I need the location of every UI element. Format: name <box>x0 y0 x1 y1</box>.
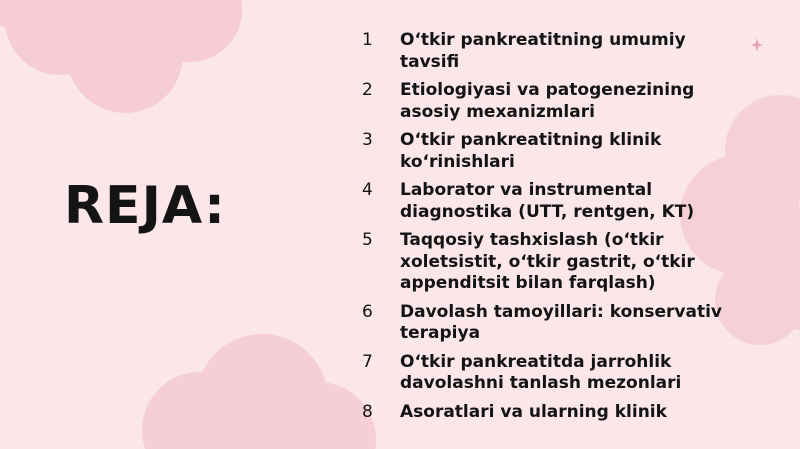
slide-title: REJA: <box>64 176 226 236</box>
agenda-item <box>362 302 762 345</box>
agenda-item-number: 8 <box>362 401 373 422</box>
agenda-item-number: 3 <box>362 130 373 150</box>
agenda-item-number: 6 <box>362 301 373 322</box>
agenda-item-text: Asoratlari va ularning klinik <box>400 401 667 422</box>
agenda-item-number: 7 <box>362 351 373 372</box>
agenda-item-text: O‘tkir pankreatitning umumiy tavsifi <box>400 30 686 72</box>
agenda-item <box>362 30 762 73</box>
agenda-item-number: 4 <box>362 180 373 200</box>
agenda-item <box>362 180 762 223</box>
agenda-item <box>362 352 762 395</box>
agenda-item-text: Etiologiyasi va patogenezining asosiy mexanizmlari <box>400 80 695 122</box>
agenda-item-text: Laborator va instrumental diagnostika (UTT, rentgen, KT) <box>400 180 695 222</box>
agenda-item <box>362 130 762 173</box>
agenda-item-number: 1 <box>362 30 373 50</box>
agenda-item-number: 2 <box>362 80 373 100</box>
agenda-item-text: O‘tkir pankreatitning klinik ko‘rinishlari <box>400 130 662 172</box>
agenda-item-text: Taqqosiy tashxislash (o‘tkir xoletsistit, o‘tkir gastrit, o‘tkir appenditsit bilan farqlash) <box>400 230 695 293</box>
agenda-item-text: O‘tkir pankreatitda jarrohlik davolashni tanlash mezonlari <box>400 351 682 393</box>
flower-blob-top-left <box>0 0 242 113</box>
agenda-item <box>362 80 762 123</box>
agenda-item-number: 5 <box>362 230 373 250</box>
agenda-item <box>362 230 762 295</box>
agenda-item-text: Davolash tamoyillari: konservativ terapiya <box>400 301 722 343</box>
agenda-item <box>362 402 762 424</box>
sparkle-icon <box>751 38 763 52</box>
agenda-list <box>362 30 762 430</box>
flower-blob-bottom <box>142 334 376 449</box>
